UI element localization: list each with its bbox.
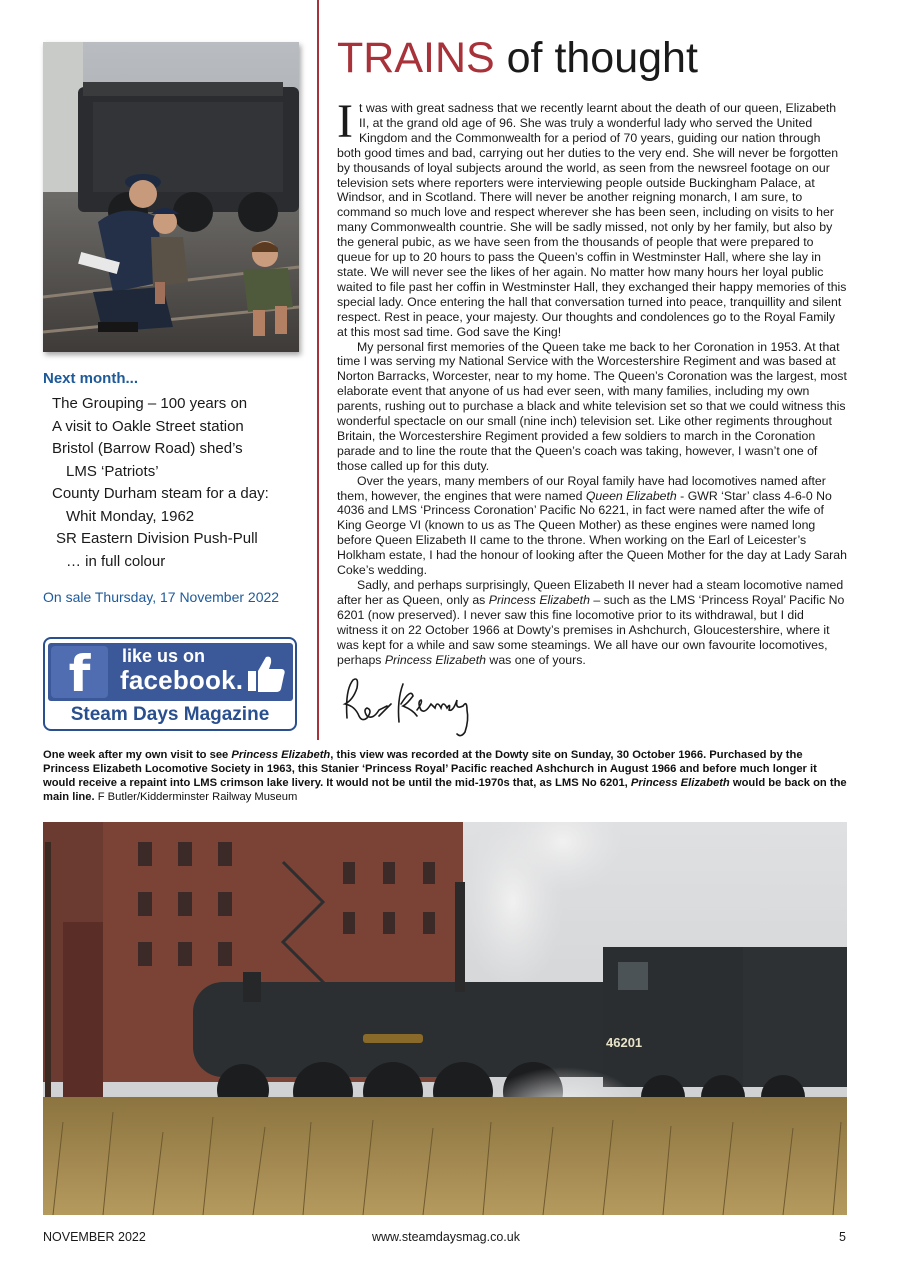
page-number: 5 <box>839 1230 846 1244</box>
title-black-part: of thought <box>494 34 698 82</box>
caption-text: would be back on the main line. <box>43 777 847 803</box>
paragraph-text: t was with great sadness that we recently learnt about the death of our queen, Elizabeth II, at the grand old age of 96. She was truly a wonderful lady who served the United Kingdom and the Commonwealth for a period of 70 years, guiding our nation through both good times and bad, carrying out her duties to the very end. She will never be forgotten by thousands of loyal subjects around the world, as seen from the newsreel footage on our television sets where reporters were interviewing people outside Buckingham Palace, at Windsor, and in Scotland. There will never be another reigning monarch, I am sure, to command so much love and respect wherever she has been seen, including on visits to her many Commonwealth countrie. She will be sadly missed, not only by her family, but also by the general pubic, as we have seen from the thousands of people that were prepared to queue for up to 20 hours to pass the Queen’s coffin in Westminster Hall, where she lay in state. We will never see the likes of her again. No matter how many hours her loyal public waited to file past her coffin in Westminster Hall, they exchanged their happy memories of this special lady. Once entering the hall that conversation turned into peace, tranquillity and silent respect. Rest in peace, your majesty. Our thoughts and condolences go to the Royal Family at this most sad time. God save the King! <box>337 101 847 339</box>
thumbs-up-icon <box>244 651 288 695</box>
article-paragraph <box>337 578 847 667</box>
railwaymen-and-boys-image <box>43 42 299 352</box>
signature-image <box>337 670 497 742</box>
like-us-text: like us on <box>122 646 206 666</box>
next-month-item: A visit to Oakle Street station <box>52 417 244 435</box>
caption-italic: Princess Elizabeth <box>630 777 730 789</box>
column-divider <box>317 0 319 740</box>
caption-text: One week after my own visit to see <box>43 749 232 761</box>
facebook-wordmark: facebook. <box>120 665 244 695</box>
paragraph-text: was one of yours. <box>486 652 586 667</box>
shed-photo <box>43 42 299 352</box>
article-paragraph <box>337 474 847 578</box>
next-month-item: … in full colour <box>66 552 166 570</box>
italic-loco-name: Princess Elizabeth <box>488 592 590 607</box>
italic-loco-name: Princess Elizabeth <box>384 652 487 667</box>
next-month-item: Whit Monday, 1962 <box>66 507 195 525</box>
italic-loco-name: Queen Elizabeth <box>585 488 677 503</box>
article-body <box>337 95 847 667</box>
paragraph-text: - GWR ‘Star’ class 4-6-0 No 4036 and LMS ‘Princess Coronation’ Pacific No 6221, in fact were named after the wife of King George VI (known to us as The Queen Mother) as these engines were named long before Queen Elizabeth II came to the throne. When working on the Earl of Leicester’s Holkham estate, I had the honour of looking after the Queen Mother for the day at Lady Sarah Coke’s wedding. <box>337 488 847 578</box>
title-red-part: TRAINS <box>337 34 495 82</box>
article-paragraph <box>337 95 847 340</box>
article-paragraph: My personal first memories of the Queen take me back to her Coronation in 1953. At that time I was serving my National Service with the Worcestershire Regiment and was based at Norton Barracks, Worcester, near to my home. The Queen’s Coronation was the largest, most elaborate event that anyone of us had ever seen, with many families, including my own parents, rushing out to purchase a black and white television set so that we could witness this wonderful spectacle on our small (nine inch) television set. Like other regiments throughout Britain, the Worcestershire Regiment provided a few soldiers to march in the Coronation parade and to line the route that the Queen’s coach was taking, however, I wasn’t one of those called up for this duty. <box>337 339 847 473</box>
footer-date: NOVEMBER 2022 <box>43 1230 146 1244</box>
locomotive-photo <box>43 822 847 1215</box>
next-month-list <box>43 393 305 573</box>
photo-caption <box>43 748 849 804</box>
next-month-item: Bristol (Barrow Road) shed’s <box>52 440 243 457</box>
facebook-promo[interactable] <box>43 637 297 731</box>
facebook-logo-icon: f <box>51 646 108 698</box>
paragraph-text: Sadly, and perhaps surprisingly, Queen Elizabeth II never had a steam locomotive named after her as Queen, only as <box>337 578 844 607</box>
next-month-panel <box>43 370 305 605</box>
caption-italic: Princess Elizabeth <box>231 749 331 761</box>
article-title <box>337 32 698 84</box>
caption-text: , this view was recorded at the Dowty site on Sunday, 30 October 1966. Purchased by the Princess Elizabeth Locomotive Society in 1963, this Stanier ‘Princess Royal’ Pacific reached Ashchurch in August 1966 and before much longer it would receive a repaint into LMS crimson lake livery. It would not be until the mid-1970s that, as LMS No 6201, <box>43 749 817 789</box>
facebook-page-name: Steam Days Magazine <box>70 704 270 725</box>
paragraph-text: – such as the LMS ‘Princess Royal’ Pacific No 6201 (now preserved). I never saw this fine locomotive prior to its withdrawal, but I did witness it on 22 October 1966 at Dowty’s premises in Ashchurch, Gloucestershire, where it was kept for a while and saw some steamings. We all have our own favourite locomotives, perhaps <box>337 592 845 667</box>
photo-credit: F Butler/Kidderminster Railway Museum <box>97 791 298 803</box>
facebook-banner <box>48 643 293 701</box>
footer-website-link[interactable]: www.steamdaysmag.co.uk <box>372 1230 520 1244</box>
paragraph-text: Over the years, many members of our Royal family have had locomotives named after them, however, the engines that were named <box>337 473 826 503</box>
drop-cap: I <box>337 95 353 148</box>
next-month-heading: Next month... <box>43 370 139 387</box>
on-sale-date: On sale Thursday, 17 November 2022 <box>43 589 280 605</box>
next-month-item: County Durham steam for a day: <box>52 485 269 502</box>
next-month-item: SR Eastern Division Push-Pull <box>56 530 258 547</box>
next-month-item: LMS ‘Patriots’ <box>66 462 159 480</box>
princess-elizabeth-locomotive-image <box>43 822 847 1215</box>
next-month-item: The Grouping – 100 years on <box>52 395 248 412</box>
loco-number-plate: 46201 <box>606 1035 643 1050</box>
